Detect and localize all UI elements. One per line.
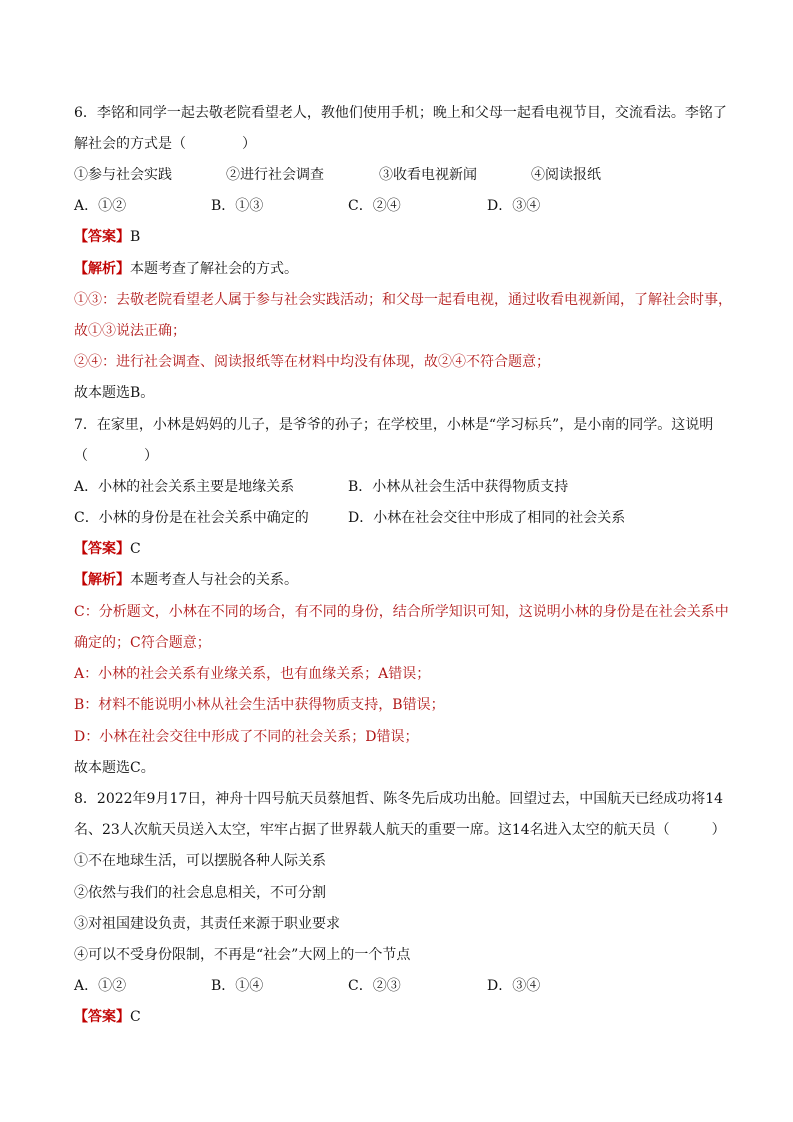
q6-analysis-intro: 本题考查了解社会的方式。 xyxy=(130,261,298,277)
q7-stem-line1: 7．在家里，小林是妈妈的儿子，是爷爷的孙子；在学校里，小林是“学习标兵”，是小南的同学。这说明 xyxy=(74,417,714,433)
q8-stem-line2: 名、23人次航天员送入太空，牢牢占据了世界载人航天的重要一席。这14名进入太空的航天员（ ） xyxy=(74,822,726,838)
q8-answer xyxy=(74,1007,141,1027)
q6-conclusion: 故本题选B。 xyxy=(74,385,155,401)
q6-stem-line1: 6．李铭和同学一起去敬老院看望老人，教他们使用手机；晚上和父母一起看电视节目，交流看法。李铭了 xyxy=(74,105,727,121)
q8-option-a: A．①② xyxy=(74,978,127,994)
q8-item-3: ③对祖国建设负责，其责任来源于职业要求 xyxy=(74,916,340,932)
q7-analysis-intro: 本题考查人与社会的关系。 xyxy=(130,572,298,588)
q6-answer xyxy=(74,227,140,247)
q6-option-d: D．③④ xyxy=(487,198,541,214)
q7-analysis xyxy=(74,570,298,590)
q7-option-c: C．小林的身份是在社会关系中确定的 xyxy=(74,510,309,526)
q6-item-3: ③收看电视新闻 xyxy=(379,167,477,183)
q8-item-1: ①不在地球生活，可以摆脱各种人际关系 xyxy=(74,853,326,869)
q6-stem-line2: 解社会的方式是（ ） xyxy=(74,136,256,152)
q7-analysis-tag: 【解析】 xyxy=(74,572,130,588)
q6-item-1: ①参与社会实践 xyxy=(74,167,172,183)
q6-option-c: C．②④ xyxy=(348,198,401,214)
q6-answer-tag: 【答案】 xyxy=(74,229,130,245)
q6-item-2: ②进行社会调查 xyxy=(226,167,324,183)
q8-stem-line1: 8．2022年9月17日，神舟十四号航天员蔡旭哲、陈冬先后成功出舱。回望过去，中国航天已经成功将14 xyxy=(74,791,724,807)
q7-analysis-line2: 确定的；C符合题意； xyxy=(74,635,211,651)
q7-option-a: A．小林的社会关系主要是地缘关系 xyxy=(74,479,295,495)
q6-analysis xyxy=(74,259,298,279)
q8-answer-tag: 【答案】 xyxy=(74,1009,130,1025)
q8-option-b: B．①④ xyxy=(211,978,264,994)
q6-analysis-line2: 故①③说法正确； xyxy=(74,323,186,339)
q7-stem-line2: （ ） xyxy=(74,448,158,464)
q7-answer-value: C xyxy=(130,541,141,557)
q6-analysis-line3: ②④：进行社会调查、阅读报纸等在材料中均没有体现，故②④不符合题意； xyxy=(74,354,550,370)
q6-answer-value: B xyxy=(130,229,141,245)
q7-option-d: D．小林在社会交往中形成了相同的社会关系 xyxy=(348,510,626,526)
q8-item-2: ②依然与我们的社会息息相关，不可分割 xyxy=(74,885,326,901)
q6-option-a: A．①② xyxy=(74,198,127,214)
q7-conclusion: 故本题选C。 xyxy=(74,760,155,776)
q8-option-d: D．③④ xyxy=(487,978,541,994)
q7-answer-tag: 【答案】 xyxy=(74,541,130,557)
q7-analysis-line1: C：分析题文，小林在不同的场合，有不同的身份，结合所学知识可知，这说明小林的身份是在社会关系中 xyxy=(74,604,729,620)
q6-item-4: ④阅读报纸 xyxy=(531,167,601,183)
q7-analysis-line3: A：小林的社会关系有业缘关系，也有血缘关系；A错误； xyxy=(74,666,431,682)
q8-item-4: ④可以不受身份限制，不再是“社会”大网上的一个节点 xyxy=(74,947,411,963)
q6-option-b: B．①③ xyxy=(211,198,264,214)
q7-analysis-line5: D：小林在社会交往中形成了不同的社会关系；D错误； xyxy=(74,729,419,745)
q6-analysis-tag: 【解析】 xyxy=(74,261,130,277)
q7-option-b: B．小林从社会生活中获得物质支持 xyxy=(348,479,569,495)
q7-analysis-line4: B：材料不能说明小林从社会生活中获得物质支持，B错误； xyxy=(74,697,445,713)
q6-analysis-line1: ①③：去敬老院看望老人属于参与社会实践活动；和父母一起看电视，通过收看电视新闻，了解社会时事， xyxy=(74,292,732,308)
q8-option-c: C．②③ xyxy=(348,978,401,994)
q8-answer-value: C xyxy=(130,1009,141,1025)
q7-answer xyxy=(74,539,141,559)
